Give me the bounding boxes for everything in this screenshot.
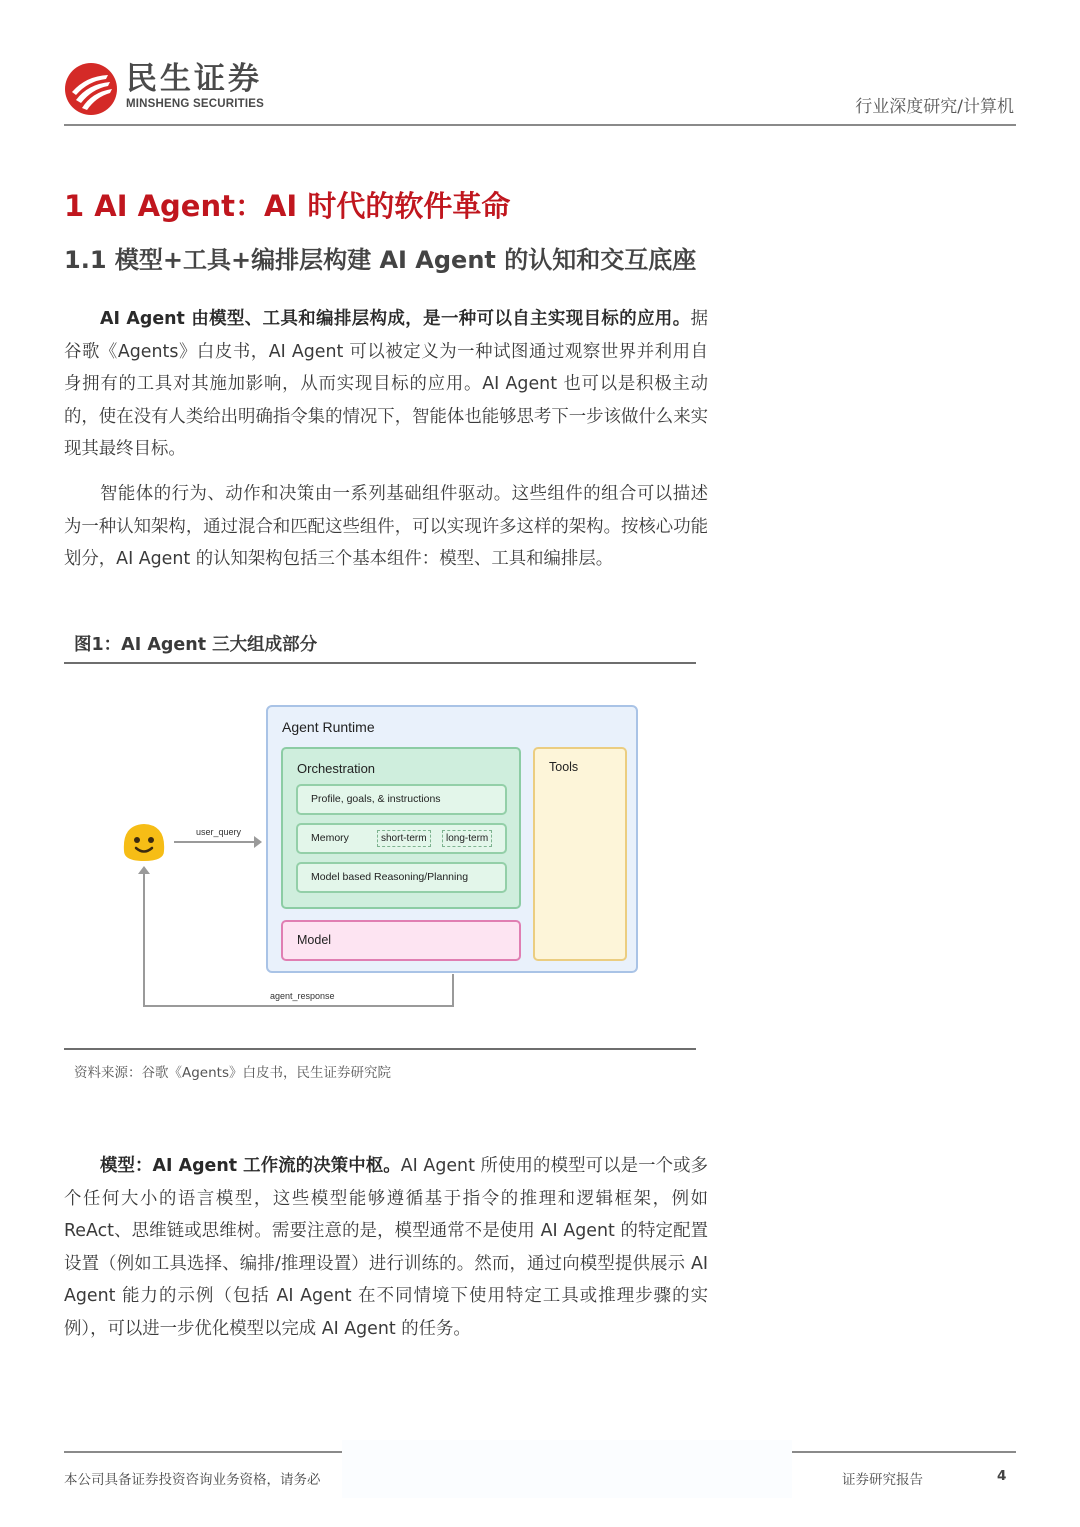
tools-label: Tools: [549, 760, 579, 774]
figure-source: 资料来源：谷歌《Agents》白皮书，民生证券研究院: [74, 1065, 391, 1081]
profile-goals-box: Profile, goals, & instructions: [296, 784, 507, 815]
header-divider: [64, 124, 1016, 126]
footer-overlay: [342, 1440, 792, 1498]
long-term-tag: long-term: [442, 830, 492, 847]
paragraph-model-lead: 模型：AI Agent 工作流的决策中枢。: [100, 1156, 401, 1176]
orchestration-label: Orchestration: [297, 761, 376, 776]
brand-name-en: MINSHENG SECURITIES: [126, 98, 264, 110]
response-line-down: [452, 974, 454, 1006]
paragraph-model: [64, 1150, 708, 1346]
page-header: [64, 58, 1016, 125]
arrow-right-icon: [254, 836, 262, 848]
paragraph-components: 智能体的行为、动作和决策由一系列基础组件驱动。这些组件的组合可以描述为一种认知架构，通过混合和匹配这些组件，可以实现许多这样的架构。按核心功能划分，AI Agent 的认知架构包括三个基本组件：模型、工具和编排层。: [64, 484, 708, 570]
paragraph-model-body: AI Agent 所使用的模型可以是一个或多个任何大小的语言模型，这些模型能够遵循基于指令的推理和逻辑框架，例如 ReAct、思维链或思维树。需要注意的是，模型通常不是使用 AI Agent 的特定配置设置（例如工具选择、编排/推理设置）进行训练的。然而，通过向模型提供展示 AI Agent 能力的示例（包括 AI Agent 在不同情境下使用特定工具或推理步骤的实例），可以进一步优化模型以完成 AI Agent 的任务。: [64, 1156, 709, 1339]
report-category: 行业深度研究/计算机: [855, 97, 1014, 117]
user-query-arrow: [174, 841, 260, 843]
model-box: Model: [281, 920, 521, 961]
agent-runtime-box: [266, 705, 638, 973]
section-heading: 1 AI Agent：AI 时代的软件革命: [64, 189, 511, 223]
paragraph-intro-body: 据谷歌《Agents》白皮书，AI Agent 可以被定义为一种试图通过观察世界并利用自身拥有的工具对其施加影响，从而实现目标的应用。AI Agent 也可以是积极主动的，使在没有人类给出明确指令集的情况下，智能体也能够思考下一步该做什么来实现其最终目标。: [64, 309, 708, 460]
page-number: 4: [997, 1468, 1007, 1484]
smiley-face-icon: [120, 821, 168, 863]
agent-response-label: agent_response: [270, 991, 335, 1001]
footer-report-type: 证券研究报告: [842, 1472, 923, 1488]
paragraph-intro: [64, 303, 708, 466]
reasoning-planning-box: Model based Reasoning/Planning: [296, 862, 507, 893]
paragraph-intro-lead: AI Agent 由模型、工具和编排层构成，是一种可以自主实现目标的应用。: [100, 309, 691, 329]
subsection-heading: 1.1 模型+工具+编排层构建 AI Agent 的认知和交互底座: [64, 246, 697, 274]
brand-name-cn: 民生证券: [126, 61, 262, 97]
footer-disclaimer: 本公司具备证券投资咨询业务资格，请务必: [64, 1472, 321, 1488]
figure-title: 图1：AI Agent 三大组成部分: [74, 635, 318, 655]
orchestration-box: [281, 747, 521, 909]
response-line-horizontal: [143, 1005, 454, 1007]
agent-architecture-diagram: [110, 700, 650, 1020]
figure-top-divider: [64, 662, 696, 664]
figure-bottom-divider: [64, 1048, 696, 1050]
memory-box: [296, 823, 507, 854]
response-line-up: [143, 872, 145, 1007]
short-term-tag: short-term: [377, 830, 431, 847]
minsheng-logo-icon: [64, 62, 118, 116]
arrow-up-icon: [138, 866, 150, 874]
tools-box: [533, 747, 627, 961]
agent-runtime-label: Agent Runtime: [282, 719, 375, 735]
user-query-label: user_query: [196, 827, 242, 837]
memory-label: Memory: [311, 832, 349, 844]
